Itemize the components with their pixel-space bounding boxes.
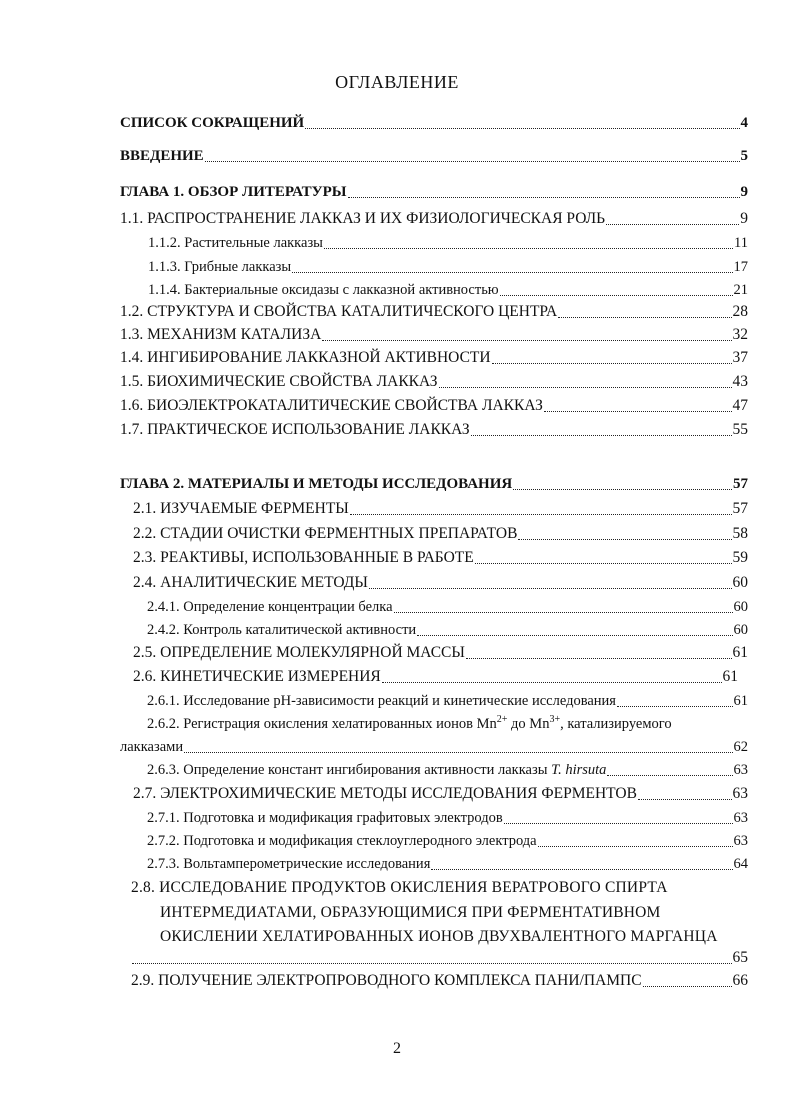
dot-leader <box>369 588 732 589</box>
toc-label: 1.1.3. Грибные лакказы <box>148 259 292 275</box>
toc-label: 2.4. АНАЛИТИЧЕСКИЕ МЕТОДЫ <box>133 574 368 591</box>
toc-entry[interactable] <box>120 302 748 322</box>
toc-label: 2.6.1. Исследование pH-зависимости реакций и кинетические исследования <box>147 693 616 709</box>
toc-label: СПИСОК СОКРАЩЕНИЙ <box>120 115 305 131</box>
toc-entry[interactable] <box>133 499 748 519</box>
toc-entry[interactable] <box>120 348 748 368</box>
toc-page: 55 <box>732 421 748 438</box>
toc-entry[interactable] <box>120 146 748 166</box>
toc-entry[interactable] <box>147 714 748 734</box>
toc-page: 64 <box>733 856 748 872</box>
toc-label: ВВЕДЕНИЕ <box>120 148 204 164</box>
dot-leader <box>322 340 731 341</box>
toc-page: 21 <box>733 282 748 298</box>
toc-label: 2.1. ИЗУЧАЕМЫЕ ФЕРМЕНТЫ <box>133 500 349 517</box>
dot-leader <box>538 846 733 847</box>
dot-leader <box>504 823 733 824</box>
toc-label: 1.6. БИОЭЛЕКТРОКАТАЛИТИЧЕСКИЕ СВОЙСТВА ЛАККАЗ <box>120 397 543 414</box>
toc-page: 11 <box>734 235 748 251</box>
toc-entry[interactable] <box>147 597 748 617</box>
toc-entry[interactable] <box>148 233 748 253</box>
dot-leader <box>466 658 732 659</box>
toc-label: 2.7.1. Подготовка и модификация графитовых электродов <box>147 810 503 826</box>
toc-page: 37 <box>732 349 748 366</box>
dot-leader <box>500 295 733 296</box>
toc-entry[interactable] <box>147 620 748 640</box>
toc-entry-line[interactable]: ОКИСЛЕНИИ ХЕЛАТИРОВАННЫХ ИОНОВ ДВУХВАЛЕНТНОГО МАРГАНЦА <box>160 928 718 945</box>
toc-entry[interactable] <box>133 573 748 593</box>
toc-page: 9 <box>740 210 748 227</box>
toc-page: 57 <box>733 476 748 492</box>
dot-leader <box>471 435 732 436</box>
toc-page: 60 <box>732 574 748 591</box>
toc-label: 1.1.4. Бактериальные оксидазы с лакказной активностью <box>148 282 499 298</box>
toc-label: 2.5. ОПРЕДЕЛЕНИЕ МОЛЕКУЛЯРНОЙ МАССЫ <box>133 644 465 661</box>
toc-page: 59 <box>732 549 748 566</box>
toc-label: 2.6.3. Определение констант ингибирования активности лакказы T. hirsuta <box>147 762 607 778</box>
toc-entry-continuation[interactable] <box>120 737 748 757</box>
toc-page: 9 <box>740 184 748 200</box>
toc-label: 1.2. СТРУКТУРА И СВОЙСТВА КАТАЛИТИЧЕСКОГО ЦЕНТРА <box>120 303 558 320</box>
toc-label: 1.7. ПРАКТИЧЕСКОЕ ИСПОЛЬЗОВАНИЕ ЛАККАЗ <box>120 421 470 438</box>
dot-leader <box>132 963 732 964</box>
toc-page: 5 <box>740 148 748 164</box>
dot-leader <box>643 986 732 987</box>
dot-leader <box>606 224 739 225</box>
dot-leader <box>205 161 740 162</box>
toc-label: 2.2. СТАДИИ ОЧИСТКИ ФЕРМЕНТНЫХ ПРЕПАРАТОВ <box>133 525 518 542</box>
toc-entry[interactable] <box>120 113 748 133</box>
toc-page: 66 <box>732 972 748 989</box>
toc-label: 2.4.1. Определение концентрации белка <box>147 599 393 615</box>
dot-leader <box>305 128 739 129</box>
toc-entry[interactable] <box>147 691 748 711</box>
dot-leader <box>513 489 732 490</box>
dot-leader <box>558 317 731 318</box>
dot-leader <box>350 514 732 515</box>
toc-page: 61 <box>722 668 738 685</box>
toc-entry[interactable] <box>120 396 748 416</box>
toc-label: 2.7. ЭЛЕКТРОХИМИЧЕСКИЕ МЕТОДЫ ИССЛЕДОВАНИЯ ФЕРМЕНТОВ <box>133 785 637 802</box>
toc-entry[interactable] <box>120 474 748 494</box>
dot-leader <box>348 197 740 198</box>
toc-entry[interactable] <box>120 372 748 392</box>
toc-entry[interactable] <box>147 808 748 828</box>
toc-entry[interactable] <box>120 209 748 229</box>
dot-leader <box>544 411 732 412</box>
dot-leader <box>607 775 732 776</box>
toc-label: 2.7.2. Подготовка и модификация стеклоуглеродного электрода <box>147 833 537 849</box>
dot-leader <box>394 612 733 613</box>
toc-entry[interactable] <box>133 548 748 568</box>
toc-page: 57 <box>732 500 748 517</box>
toc-entry[interactable] <box>147 831 748 851</box>
dot-leader <box>431 869 732 870</box>
toc-page: 63 <box>733 762 748 778</box>
toc-entry-continuation[interactable] <box>131 948 748 968</box>
toc-entry[interactable] <box>147 854 748 874</box>
toc-entry-line[interactable]: ИНТЕРМЕДИАТАМИ, ОБРАЗУЮЩИМИСЯ ПРИ ФЕРМЕНТАТИВНОМ <box>160 904 661 921</box>
dot-leader <box>492 363 732 364</box>
dot-leader <box>184 752 732 753</box>
toc-entry[interactable] <box>148 280 748 300</box>
dot-leader <box>417 635 732 636</box>
toc-label: лакказами <box>120 739 184 755</box>
toc-entry[interactable] <box>148 257 748 277</box>
toc-label: 2.3. РЕАКТИВЫ, ИСПОЛЬЗОВАННЫЕ В РАБОТЕ <box>133 549 474 566</box>
toc-label: 2.6.2. Регистрация окисления хелатированных ионов $Mn^{2+}$ до $Mn^{3+}$, катализируемого <box>147 714 672 732</box>
dot-leader <box>638 799 732 800</box>
toc-page: 47 <box>732 397 748 414</box>
toc-page: 4 <box>740 115 748 131</box>
toc-entry[interactable] <box>133 643 748 663</box>
toc-page: 17 <box>733 259 748 275</box>
dot-leader <box>382 682 722 683</box>
toc-page: 58 <box>732 525 748 542</box>
toc-entry[interactable] <box>120 325 748 345</box>
toc-label: 1.3. МЕХАНИЗМ КАТАЛИЗА <box>120 326 322 343</box>
toc-entry[interactable] <box>133 784 748 804</box>
toc-label: ГЛАВА 2. МАТЕРИАЛЫ И МЕТОДЫ ИССЛЕДОВАНИЯ <box>120 476 513 492</box>
dot-leader <box>292 272 732 273</box>
toc-page: 32 <box>732 326 748 343</box>
toc-page: 63 <box>733 810 748 826</box>
toc-page: 61 <box>732 644 748 661</box>
toc-page: 28 <box>732 303 748 320</box>
dot-leader <box>439 387 732 388</box>
toc-entry[interactable] <box>133 524 748 544</box>
toc-page: 43 <box>732 373 748 390</box>
toc-page: 62 <box>733 739 748 755</box>
toc-entry[interactable] <box>147 760 748 780</box>
dot-leader <box>617 706 733 707</box>
toc-page: 60 <box>733 599 748 615</box>
toc-page: 65 <box>732 949 748 966</box>
toc-entry[interactable] <box>120 182 748 202</box>
toc-label: 1.5. БИОХИМИЧЕСКИЕ СВОЙСТВА ЛАККАЗ <box>120 373 438 390</box>
toc-page: 61 <box>733 693 748 709</box>
toc-label: 1.1.2. Растительные лакказы <box>148 235 323 251</box>
toc-entry[interactable] <box>131 971 748 991</box>
toc-heading: ОГЛАВЛЕНИЕ <box>335 72 459 92</box>
toc-page: 63 <box>732 785 748 802</box>
dot-leader <box>475 563 732 564</box>
toc-label: 1.4. ИНГИБИРОВАНИЕ ЛАККАЗНОЙ АКТИВНОСТИ <box>120 349 491 366</box>
toc-entry[interactable] <box>120 420 748 440</box>
toc-page: 63 <box>733 833 748 849</box>
dot-leader <box>518 539 731 540</box>
toc-entry[interactable] <box>133 667 738 687</box>
toc-label: 1.1. РАСПРОСТРАНЕНИЕ ЛАККАЗ И ИХ ФИЗИОЛОГИЧЕСКАЯ РОЛЬ <box>120 210 606 227</box>
toc-label: 2.4.2. Контроль каталитической активности <box>147 622 417 638</box>
dot-leader <box>324 248 733 249</box>
page-number: 2 <box>393 1040 401 1057</box>
toc-label: ГЛАВА 1. ОБЗОР ЛИТЕРАТУРЫ <box>120 184 347 200</box>
toc-label: 2.9. ПОЛУЧЕНИЕ ЭЛЕКТРОПРОВОДНОГО КОМПЛЕКСА ПАНИ/ПАМПС <box>131 972 642 989</box>
toc-entry-line[interactable]: 2.8. ИССЛЕДОВАНИЕ ПРОДУКТОВ ОКИСЛЕНИЯ ВЕРАТРОВОГО СПИРТА <box>131 879 668 896</box>
toc-label: 2.7.3. Вольтамперометрические исследования <box>147 856 431 872</box>
toc-page: 60 <box>733 622 748 638</box>
toc-label: 2.6. КИНЕТИЧЕСКИЕ ИЗМЕРЕНИЯ <box>133 668 381 685</box>
